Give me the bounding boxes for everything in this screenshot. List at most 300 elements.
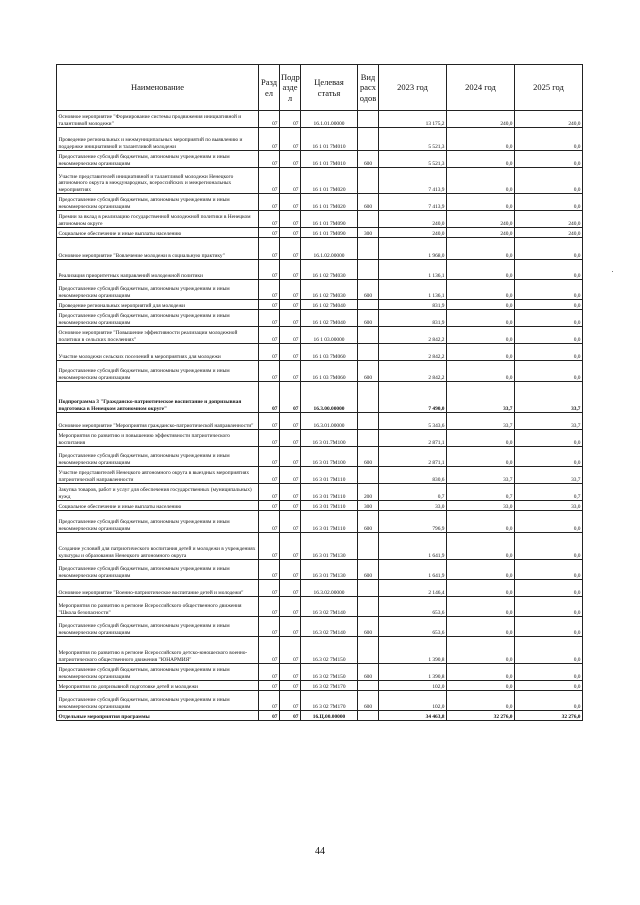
cell-target: 16 3 02 7М170 xyxy=(301,691,358,711)
cell-vid xyxy=(358,300,379,310)
cell-2024: 240,0 xyxy=(447,111,515,128)
table-row xyxy=(57,228,583,238)
cell-2024: 0,0 xyxy=(447,560,515,580)
table-row xyxy=(57,344,583,361)
cell-2023: 2 842,2 xyxy=(379,344,447,361)
cell-razdel: 07 xyxy=(259,711,280,721)
table-row xyxy=(57,637,583,664)
table-row xyxy=(57,533,583,560)
cell-razdel: 07 xyxy=(259,194,280,211)
cell-vid: 300 xyxy=(358,501,379,511)
cell-podrazdel: 07 xyxy=(280,382,301,413)
cell-name: Предоставление субсидий бюджетным, автономным учреждениям и иным некоммерческим организациям xyxy=(57,691,259,711)
cell-target: 16 1 02 7М040 xyxy=(301,300,358,310)
cell-podrazdel: 07 xyxy=(280,501,301,511)
cell-vid xyxy=(358,467,379,484)
table-row xyxy=(57,467,583,484)
cell-vid xyxy=(358,580,379,597)
cell-target: 16 3 01 7М110 xyxy=(301,501,358,511)
cell-2024: 0,0 xyxy=(447,344,515,361)
header-podrazdel: Подр азде л xyxy=(280,65,301,111)
cell-2023: 102,0 xyxy=(379,681,447,691)
page-number: 44 xyxy=(315,846,325,857)
cell-2023: 240,0 xyxy=(379,228,447,238)
cell-target: 16.1.01.00000 xyxy=(301,111,358,128)
cell-podrazdel: 07 xyxy=(280,637,301,664)
cell-target: 16 3 01 7М130 xyxy=(301,560,358,580)
cell-2023: 34 463,8 xyxy=(379,711,447,721)
cell-target: 16 3 01 7М110 xyxy=(301,484,358,501)
cell-podrazdel: 07 xyxy=(280,260,301,280)
header-2025: 2025 год xyxy=(515,65,583,111)
cell-2025: 33,7 xyxy=(515,413,583,430)
cell-name: Мероприятия по развитию в регионе Всероссийского детско-юношеского военно-патриотического общественного движения "ЮНАРМИЯ" xyxy=(57,637,259,664)
cell-podrazdel: 07 xyxy=(280,111,301,128)
cell-target: 16 1 02 7М030 xyxy=(301,280,358,300)
cell-razdel: 07 xyxy=(259,560,280,580)
cell-vid: 200 xyxy=(358,484,379,501)
cell-2025: 0,0 xyxy=(515,260,583,280)
table-row xyxy=(57,238,583,260)
cell-2023: 7 413,9 xyxy=(379,168,447,194)
cell-name: Основное мероприятие "Мероприятия гражданско-патриотической направленности" xyxy=(57,413,259,430)
cell-razdel: 07 xyxy=(259,467,280,484)
cell-razdel: 07 xyxy=(259,617,280,637)
table-row xyxy=(57,310,583,327)
cell-2023: 2 871,1 xyxy=(379,430,447,447)
cell-name: Проведение региональных и межмуниципальных мероприятий по выявлению и поддержке инициативной и талантливой молодежи xyxy=(57,128,259,151)
cell-2024: 32 276,0 xyxy=(447,711,515,721)
cell-2025: 0,0 xyxy=(515,151,583,168)
cell-2025: 0,0 xyxy=(515,361,583,382)
cell-target: 16 3 01 7М100 xyxy=(301,447,358,467)
cell-2023: 1 390,8 xyxy=(379,664,447,681)
cell-2025: 0,0 xyxy=(515,168,583,194)
cell-vid xyxy=(358,382,379,413)
cell-vid xyxy=(358,413,379,430)
cell-2025: 0,0 xyxy=(515,447,583,467)
cell-2023: 1 641,9 xyxy=(379,560,447,580)
cell-razdel: 07 xyxy=(259,447,280,467)
cell-podrazdel: 07 xyxy=(280,361,301,382)
cell-name: Основное мероприятие "Повышение эффективности реализации молодежной политики в сельских поселениях" xyxy=(57,327,259,344)
cell-podrazdel: 07 xyxy=(280,617,301,637)
cell-podrazdel: 07 xyxy=(280,300,301,310)
cell-podrazdel: 07 xyxy=(280,533,301,560)
cell-2023: 7 413,9 xyxy=(379,194,447,211)
cell-2025: 240,0 xyxy=(515,228,583,238)
cell-razdel: 07 xyxy=(259,597,280,617)
cell-target: 16.3.01.00000 xyxy=(301,413,358,430)
cell-target: 16 1 01 7М010 xyxy=(301,151,358,168)
cell-target: 16 3 01.7М100 xyxy=(301,430,358,447)
cell-2023: 796,9 xyxy=(379,511,447,533)
cell-razdel: 07 xyxy=(259,691,280,711)
cell-podrazdel: 07 xyxy=(280,168,301,194)
cell-2023: 33,0 xyxy=(379,501,447,511)
cell-vid xyxy=(358,711,379,721)
cell-vid xyxy=(358,344,379,361)
cell-2025: 32 276,0 xyxy=(515,711,583,721)
cell-name: Предоставление субсидий бюджетным, автономным учреждениям и иным некоммерческим организациям xyxy=(57,280,259,300)
cell-vid: 600 xyxy=(358,151,379,168)
cell-2024: 0,0 xyxy=(447,168,515,194)
cell-vid xyxy=(358,111,379,128)
header-name: Наименование xyxy=(57,65,259,111)
cell-vid xyxy=(358,681,379,691)
table-row xyxy=(57,617,583,637)
cell-razdel: 07 xyxy=(259,228,280,238)
cell-razdel: 07 xyxy=(259,168,280,194)
budget-document xyxy=(56,64,582,721)
cell-2025: 0,0 xyxy=(515,194,583,211)
cell-2023: 2 842,2 xyxy=(379,361,447,382)
cell-2024: 0,0 xyxy=(447,681,515,691)
cell-2025: 33,0 xyxy=(515,501,583,511)
cell-2023: 102,0 xyxy=(379,691,447,711)
cell-2024: 0,0 xyxy=(447,664,515,681)
cell-2024: 0,0 xyxy=(447,260,515,280)
cell-target: 16 3 01 7М110 xyxy=(301,467,358,484)
table-row xyxy=(57,260,583,280)
table-row xyxy=(57,597,583,617)
cell-2023: 831,9 xyxy=(379,300,447,310)
cell-razdel: 07 xyxy=(259,430,280,447)
table-row xyxy=(57,361,583,382)
cell-razdel: 07 xyxy=(259,511,280,533)
cell-vid xyxy=(358,327,379,344)
cell-2023: 1 136,1 xyxy=(379,280,447,300)
cell-podrazdel: 07 xyxy=(280,691,301,711)
table-row xyxy=(57,327,583,344)
cell-name: Закупка товаров, работ и услуг для обеспечения государственных (муниципальных) нужд xyxy=(57,484,259,501)
cell-2023: 5 521,3 xyxy=(379,128,447,151)
cell-vid: 600 xyxy=(358,280,379,300)
cell-2025: 0,0 xyxy=(515,617,583,637)
cell-razdel: 07 xyxy=(259,637,280,664)
cell-name: Подпрограмма 3 "Гражданско-патриотическое воспитание и допризывная подготовка в Ненецком автономном округе" xyxy=(57,382,259,413)
cell-razdel: 07 xyxy=(259,238,280,260)
cell-2025: 0,0 xyxy=(515,560,583,580)
cell-name: Предоставление субсидий бюджетным, автономным учреждениям и иным некоммерческим организациям xyxy=(57,151,259,168)
cell-target: 16 1 01 7М020 xyxy=(301,194,358,211)
cell-vid: 600 xyxy=(358,447,379,467)
cell-podrazdel: 07 xyxy=(280,597,301,617)
cell-2024: 0,7 xyxy=(447,484,515,501)
cell-podrazdel: 07 xyxy=(280,413,301,430)
cell-target: 16 1 02 7М030 xyxy=(301,260,358,280)
cell-razdel: 07 xyxy=(259,128,280,151)
cell-target: 16 3 01 7М130 xyxy=(301,533,358,560)
table-row xyxy=(57,691,583,711)
cell-razdel: 07 xyxy=(259,361,280,382)
cell-razdel: 07 xyxy=(259,484,280,501)
cell-2024: 0,0 xyxy=(447,361,515,382)
cell-podrazdel: 07 xyxy=(280,211,301,228)
cell-razdel: 07 xyxy=(259,382,280,413)
cell-target: 16.1.02.00000 xyxy=(301,238,358,260)
cell-2025: 0,0 xyxy=(515,691,583,711)
cell-podrazdel: 07 xyxy=(280,280,301,300)
cell-name: Предоставление субсидий бюджетным, автономным учреждениям и иным некоммерческим организациям xyxy=(57,511,259,533)
cell-name: Проведение региональных мероприятий для молодежи xyxy=(57,300,259,310)
cell-name: Социальное обеспечение и иные выплаты населению xyxy=(57,501,259,511)
cell-2023: 1 968,0 xyxy=(379,238,447,260)
cell-target: 16 3 02 7М150 xyxy=(301,664,358,681)
table-header-row xyxy=(57,65,583,111)
cell-name: Предоставление субсидий бюджетным, автономным учреждениям и иным некоммерческим организациям xyxy=(57,447,259,467)
cell-name: Отдельные мероприятия программы xyxy=(57,711,259,721)
cell-vid: 600 xyxy=(358,310,379,327)
cell-2025: 0,7 xyxy=(515,484,583,501)
cell-razdel: 07 xyxy=(259,300,280,310)
table-row xyxy=(57,484,583,501)
cell-vid xyxy=(358,211,379,228)
cell-vid xyxy=(358,168,379,194)
cell-2025: 33,7 xyxy=(515,467,583,484)
cell-podrazdel: 07 xyxy=(280,447,301,467)
cell-name: Мероприятия по развитию в регионе Всероссийского общественного движения "Школа безопасности" xyxy=(57,597,259,617)
table-row xyxy=(57,280,583,300)
table-row xyxy=(57,511,583,533)
cell-2024: 240,0 xyxy=(447,211,515,228)
cell-2023: 5 521,3 xyxy=(379,151,447,168)
cell-name: Мероприятия по допризывной подготовке детей и молодежи xyxy=(57,681,259,691)
cell-name: Предоставление субсидий бюджетным, автономным учреждениям и иным некоммерческим организациям xyxy=(57,361,259,382)
cell-2024: 33,7 xyxy=(447,382,515,413)
cell-target: 16 3 01 7М110 xyxy=(301,511,358,533)
cell-target: 16 1 02 7М040 xyxy=(301,310,358,327)
cell-name: Основное мероприятие "Формирование системы продвижения инициативной и талантливой молодежи" xyxy=(57,111,259,128)
table-row xyxy=(57,111,583,128)
cell-target: 16 1 01 7М090 xyxy=(301,211,358,228)
cell-2024: 33,7 xyxy=(447,413,515,430)
header-target: Целевая статья xyxy=(301,65,358,111)
cell-2025: 0,0 xyxy=(515,533,583,560)
cell-podrazdel: 07 xyxy=(280,194,301,211)
cell-2023: 2 146,4 xyxy=(379,580,447,597)
cell-2024: 0,0 xyxy=(447,447,515,467)
budget-table xyxy=(56,64,583,721)
cell-name: Участие представителей Ненецкого автономного округа в выездных мероприятиях патриотической направленности xyxy=(57,467,259,484)
cell-2024: 0,0 xyxy=(447,151,515,168)
cell-razdel: 07 xyxy=(259,211,280,228)
cell-vid: 600 xyxy=(358,511,379,533)
cell-target: 16 1 01 7М020 xyxy=(301,168,358,194)
cell-2023: 653,6 xyxy=(379,617,447,637)
cell-name: Предоставление субсидий бюджетным, автономным учреждениям и иным некоммерческим организациям xyxy=(57,617,259,637)
cell-podrazdel: 07 xyxy=(280,238,301,260)
cell-2024: 0,0 xyxy=(447,128,515,151)
cell-vid xyxy=(358,260,379,280)
cell-podrazdel: 07 xyxy=(280,151,301,168)
scan-edge-mark xyxy=(612,271,613,272)
table-row xyxy=(57,681,583,691)
table-row xyxy=(57,300,583,310)
cell-name: Предоставление субсидий бюджетным, автономным учреждениям и иным некоммерческим организациям xyxy=(57,194,259,211)
cell-2024: 0,0 xyxy=(447,280,515,300)
cell-vid xyxy=(358,128,379,151)
cell-2023: 7 490,0 xyxy=(379,382,447,413)
table-row xyxy=(57,430,583,447)
cell-target: 16.3 02 7М150 xyxy=(301,637,358,664)
cell-target: 16.Ц.00.00000 xyxy=(301,711,358,721)
cell-podrazdel: 07 xyxy=(280,560,301,580)
cell-vid xyxy=(358,597,379,617)
table-row xyxy=(57,447,583,467)
cell-name: Предоставление субсидий бюджетным, автономным учреждениям и иным некоммерческим организациям xyxy=(57,310,259,327)
table-row xyxy=(57,664,583,681)
cell-target: 16.3.00.00000 xyxy=(301,382,358,413)
cell-name: Участие молодежи сельских поселений в мероприятиях для молодежи xyxy=(57,344,259,361)
cell-podrazdel: 07 xyxy=(280,580,301,597)
cell-target: 16 1 01 7М090 xyxy=(301,228,358,238)
cell-2023: 13 175,2 xyxy=(379,111,447,128)
cell-2023: 2 871,1 xyxy=(379,447,447,467)
cell-name: Участие представителей инициативной и талантливой молодежи Ненецкого автономного округа в международных, всероссийских и межрегиональных мероприятиях xyxy=(57,168,259,194)
table-row xyxy=(57,194,583,211)
header-2024: 2024 год xyxy=(447,65,515,111)
cell-razdel: 07 xyxy=(259,327,280,344)
cell-podrazdel: 07 xyxy=(280,128,301,151)
cell-2024: 0,0 xyxy=(447,430,515,447)
cell-2025: 0,0 xyxy=(515,344,583,361)
cell-podrazdel: 07 xyxy=(280,711,301,721)
cell-razdel: 07 xyxy=(259,533,280,560)
cell-2024: 0,0 xyxy=(447,194,515,211)
cell-2024: 33,7 xyxy=(447,467,515,484)
header-razdel: Разд ел xyxy=(259,65,280,111)
cell-name: Создание условий для патриотического воспитания детей и молодежи в учреждениях культуры и образования Ненецкого автономного округа xyxy=(57,533,259,560)
table-row xyxy=(57,168,583,194)
header-2023: 2023 год xyxy=(379,65,447,111)
cell-vid xyxy=(358,533,379,560)
cell-podrazdel: 07 xyxy=(280,430,301,447)
cell-2025: 240,0 xyxy=(515,111,583,128)
cell-2025: 240,0 xyxy=(515,211,583,228)
cell-2024: 0,0 xyxy=(447,580,515,597)
cell-razdel: 07 xyxy=(259,413,280,430)
table-row xyxy=(57,711,583,721)
table-row xyxy=(57,128,583,151)
cell-2023: 1 390,8 xyxy=(379,637,447,664)
cell-2025: 0,0 xyxy=(515,637,583,664)
cell-target: 16.3.02.00000 xyxy=(301,580,358,597)
cell-2024: 0,0 xyxy=(447,327,515,344)
cell-podrazdel: 07 xyxy=(280,484,301,501)
cell-2025: 33,7 xyxy=(515,382,583,413)
cell-name: Реализация приоритетных направлений молодежной политики xyxy=(57,260,259,280)
cell-name: Предоставление субсидий бюджетным, автономным учреждениям и иным некоммерческим организациям xyxy=(57,560,259,580)
cell-podrazdel: 07 xyxy=(280,681,301,691)
cell-vid: 600 xyxy=(358,691,379,711)
cell-vid: 600 xyxy=(358,617,379,637)
cell-2023: 240,0 xyxy=(379,211,447,228)
cell-target: 16 3 02 7М170 xyxy=(301,681,358,691)
cell-2023: 0,7 xyxy=(379,484,447,501)
cell-vid: 600 xyxy=(358,361,379,382)
cell-name: Основное мероприятие "Вовлечение молодежи в социальную практику" xyxy=(57,238,259,260)
cell-vid: 600 xyxy=(358,560,379,580)
cell-2025: 0,0 xyxy=(515,128,583,151)
cell-2025: 0,0 xyxy=(515,597,583,617)
cell-name: Мероприятия по развитию и повышению эффективности патриотического воспитания xyxy=(57,430,259,447)
table-row xyxy=(57,413,583,430)
cell-vid xyxy=(358,637,379,664)
cell-podrazdel: 07 xyxy=(280,310,301,327)
cell-podrazdel: 07 xyxy=(280,344,301,361)
cell-target: 16 1 01 7М010 xyxy=(301,128,358,151)
cell-name: Основное мероприятие "Военно-патриотическое воспитание детей и молодежи" xyxy=(57,580,259,597)
cell-target: 16.3 02 7М140 xyxy=(301,617,358,637)
cell-podrazdel: 07 xyxy=(280,664,301,681)
table-body xyxy=(57,111,583,721)
cell-2025: 0,0 xyxy=(515,327,583,344)
cell-2024: 0,0 xyxy=(447,300,515,310)
cell-2024: 0,0 xyxy=(447,533,515,560)
cell-2025: 0,0 xyxy=(515,300,583,310)
cell-2024: 33,0 xyxy=(447,501,515,511)
cell-2023: 653,6 xyxy=(379,597,447,617)
cell-2025: 0,0 xyxy=(515,664,583,681)
cell-2023: 1 641,9 xyxy=(379,533,447,560)
cell-vid: 600 xyxy=(358,194,379,211)
cell-razdel: 07 xyxy=(259,501,280,511)
cell-2025: 0,0 xyxy=(515,238,583,260)
cell-vid xyxy=(358,430,379,447)
cell-2025: 0,0 xyxy=(515,511,583,533)
cell-2023: 831,9 xyxy=(379,310,447,327)
cell-vid: 600 xyxy=(358,664,379,681)
cell-razdel: 07 xyxy=(259,681,280,691)
cell-razdel: 07 xyxy=(259,260,280,280)
cell-2025: 0,0 xyxy=(515,430,583,447)
cell-2023: 830,6 xyxy=(379,467,447,484)
table-row xyxy=(57,580,583,597)
cell-vid: 300 xyxy=(358,228,379,238)
cell-2024: 0,0 xyxy=(447,597,515,617)
cell-2024: 0,0 xyxy=(447,637,515,664)
cell-vid xyxy=(358,238,379,260)
table-row xyxy=(57,501,583,511)
table-row xyxy=(57,211,583,228)
cell-2023: 2 842,2 xyxy=(379,327,447,344)
cell-2023: 1 136,1 xyxy=(379,260,447,280)
cell-razdel: 07 xyxy=(259,664,280,681)
cell-2024: 0,0 xyxy=(447,691,515,711)
cell-target: 16 1 03.00000 xyxy=(301,327,358,344)
cell-2024: 0,0 xyxy=(447,617,515,637)
cell-podrazdel: 07 xyxy=(280,327,301,344)
cell-2024: 0,0 xyxy=(447,238,515,260)
cell-target: 16 1 03 7М060 xyxy=(301,344,358,361)
cell-razdel: 07 xyxy=(259,310,280,327)
cell-podrazdel: 07 xyxy=(280,467,301,484)
cell-2025: 0,0 xyxy=(515,681,583,691)
cell-podrazdel: 07 xyxy=(280,511,301,533)
cell-name: Премии за вклад в реализацию государственной молодежной политики в Ненецком автономном округе xyxy=(57,211,259,228)
header-vid: Вид расх одов xyxy=(358,65,379,111)
table-row xyxy=(57,560,583,580)
cell-target: 16 1 03 7М060 xyxy=(301,361,358,382)
cell-razdel: 07 xyxy=(259,111,280,128)
cell-razdel: 07 xyxy=(259,280,280,300)
cell-2025: 0,0 xyxy=(515,580,583,597)
cell-podrazdel: 07 xyxy=(280,228,301,238)
cell-2023: 5 343,6 xyxy=(379,413,447,430)
cell-name: Социальное обеспечение и иные выплаты населению xyxy=(57,228,259,238)
cell-2025: 0,0 xyxy=(515,280,583,300)
